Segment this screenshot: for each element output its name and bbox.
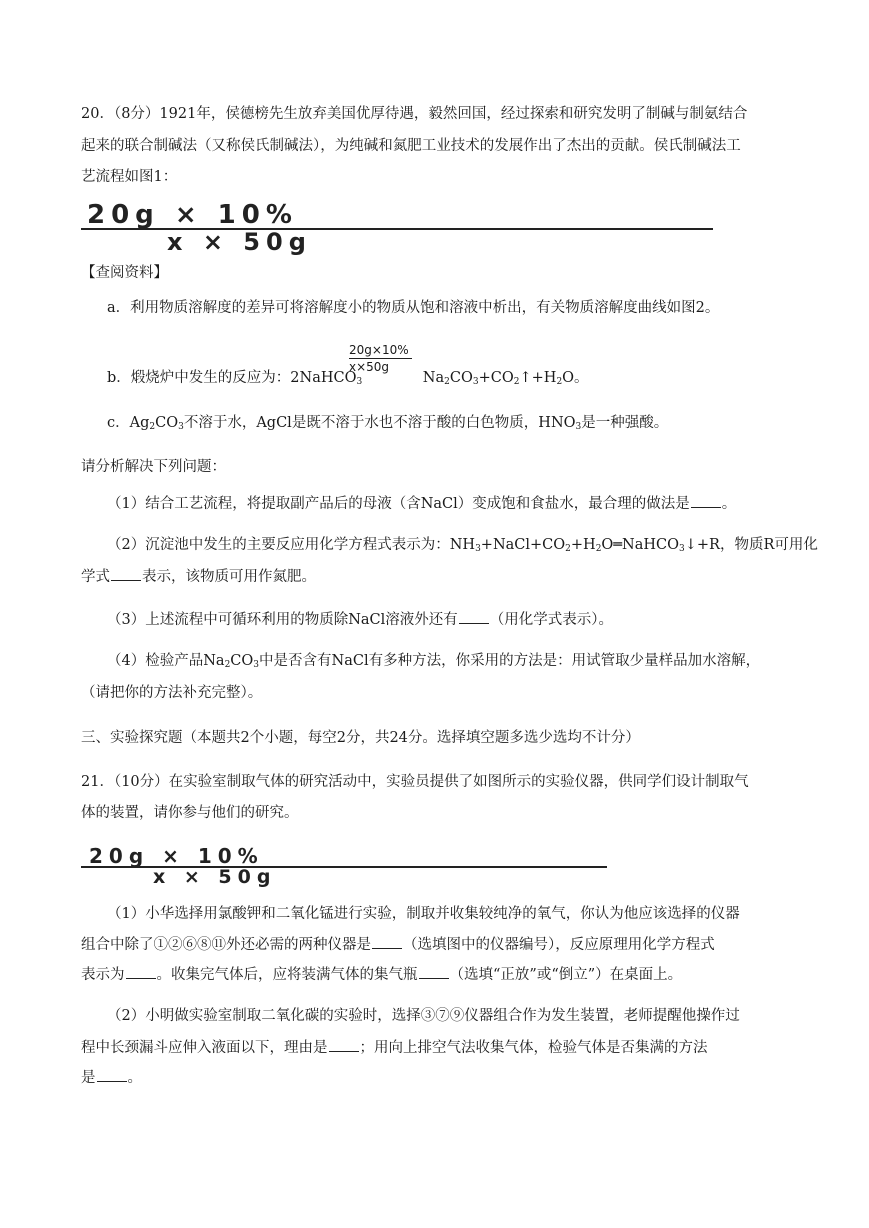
q21-part-2-line-3: 是 。: [81, 1067, 142, 1088]
q21-intro-line-2: 体的装置，请你参与他们的研究。: [81, 805, 299, 821]
ref-title: 【查阅资料】: [81, 265, 168, 281]
analyze-heading: 请分析解决下列问题：: [81, 459, 226, 475]
q20-intro-line-1: 20．（8分）1921年，侯德榜先生放弃美国优厚待遇，毅然回国，经过探索和研究发明了制碱与制氨结合: [81, 106, 748, 122]
q21-part-2-line-2: 程中长颈漏斗应伸入液面以下，理由是 ；用向上排空气法收集气体，检验气体是否集满的方法: [81, 1037, 708, 1058]
q21-part-1-line-1: （1）小华选择用氯酸钾和二氧化锰进行实验，制取并收集较纯净的氧气，你认为他应该选择的仪器: [107, 906, 740, 922]
q20-intro-line-3: 艺流程如图1：: [81, 169, 178, 185]
answer-blank: [459, 609, 489, 624]
q20-part-1: （1）结合工艺流程，将提取副产品后的母液（含NaCl）变成饱和食盐水，最合理的做法是 。: [107, 493, 736, 514]
q21-intro-line-1: 21．（10分）在实验室制取气体的研究活动中，实验员提供了如图所示的实验仪器，供同学们设计制取气: [81, 774, 749, 790]
q21-part-1-line-3: 表示为 。收集完气体后，应将装满气体的集气瓶 （选填“正放”或“倒立”）在桌面上。: [81, 964, 682, 985]
figure-1-denominator: x × 50g: [167, 228, 312, 256]
figure-1-placeholder: [81, 200, 713, 256]
q20-part-2-line-1: （2）沉淀池中发生的主要反应用化学方程式表示为：$NH_3+NaCl+CO_2+H_2O═NaHCO_3↓+R$，物质R可用化: [107, 537, 818, 554]
q21-part-2-line-1: （2）小明做实验室制取二氧化碳的实验时，选择③⑦⑨仪器组合作为发生装置，老师提醒他操作过: [107, 1008, 740, 1024]
fraction-denominator: x×50g: [349, 360, 390, 374]
q21-part-1-line-2: 组合中除了①②⑥⑧⑪外还必需的两种仪器是 （选填图中的仪器编号），反应原理用化学方程式: [81, 934, 715, 955]
ref-item-a: a．利用物质溶解度的差异可将溶解度小的物质从饱和溶液中析出，有关物质溶解度曲线如图2。: [107, 300, 720, 316]
fraction-numerator: 20g×10%: [349, 343, 412, 359]
q20-part-4-line-2: （请把你的方法补充完整）。: [81, 685, 263, 701]
answer-blank: [419, 964, 449, 979]
figure-1-numerator: 20g × 10%: [87, 200, 298, 230]
answer-blank: [329, 1037, 359, 1052]
answer-blank: [111, 566, 141, 581]
q20-part-4-line-1: （4）检验产品$Na_2CO_3$中是否含有NaCl有多种方法，你采用的方法是：用试管取少量样品加水溶解，: [107, 653, 761, 670]
answer-blank: [691, 493, 721, 508]
reaction-condition-fraction: [349, 343, 412, 374]
q20-intro-line-2: 起来的联合制碱法（又称侯氏制碱法），为纯碱和氮肥工业技术的发展作出了杰出的贡献。侯氏制碱法工: [81, 138, 741, 154]
figure-apparatus-placeholder: [81, 844, 607, 888]
q20-part-3: （3）上述流程中可循环利用的物质除NaCl溶液外还有 （用化学式表示）。: [107, 609, 613, 630]
section-3-heading: 三、实验探究题（本题共2个小题，每空2分，共24分。选择填空题多选少选均不计分）: [81, 730, 640, 746]
figure-apparatus-numerator: 20g × 10%: [89, 844, 264, 868]
ref-item-b: b．煅烧炉中发生的反应为：2NaHCO$_3$ $Na_2CO_3+CO_2↑+H_2O$。: [107, 370, 589, 387]
ref-item-c: c．$Ag_2CO_3$不溶于水，AgCl是既不溶于水也不溶于酸的白色物质，$HNO_3$是一种强酸。: [107, 415, 669, 432]
figure-apparatus-denominator: x × 50g: [153, 866, 277, 888]
answer-blank: [126, 964, 156, 979]
answer-blank: [97, 1067, 127, 1082]
answer-blank: [372, 934, 402, 949]
q20-part-2-line-2: 学式 表示，该物质可用作氮肥。: [81, 566, 316, 587]
